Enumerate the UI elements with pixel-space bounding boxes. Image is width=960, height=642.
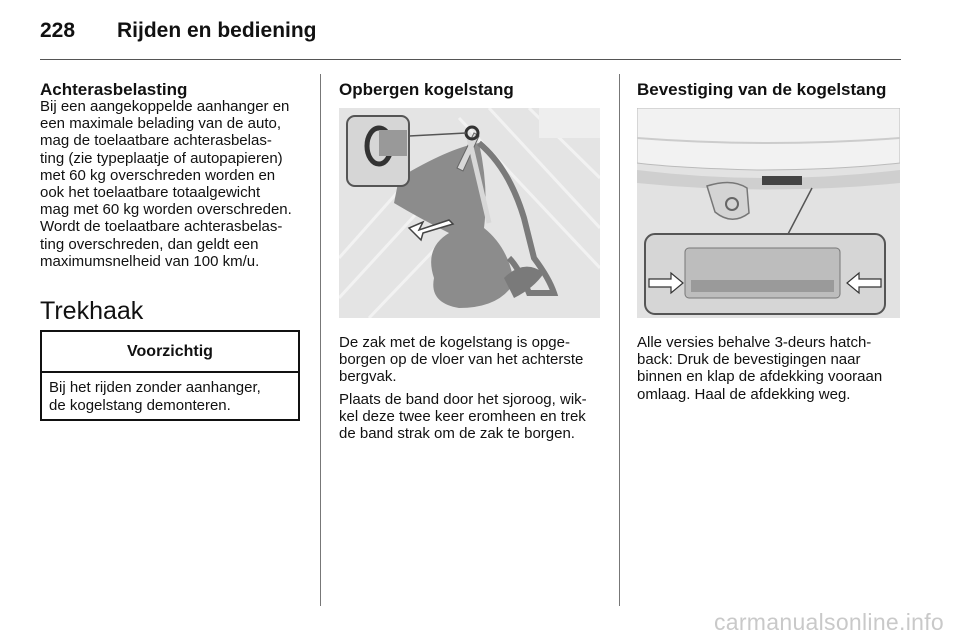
text-line: Alle versies behalve 3-deurs hatch- xyxy=(637,334,872,351)
text-line: binnen en klap de afdekking vooraan xyxy=(637,368,883,386)
paragraph-bag-storage xyxy=(339,334,611,386)
text-line: ook het toelaatbare totaalgewicht xyxy=(40,184,261,202)
text-line: omlaag. Haal de afdekking weg. xyxy=(637,385,851,403)
text-line: mag met 60 kg worden overschreden. xyxy=(40,201,292,219)
text-line: Bij het rijden zonder aanhanger, xyxy=(49,379,261,396)
heading-opbergen-kogelstang: Opbergen kogelstang xyxy=(339,80,514,99)
header-divider xyxy=(40,59,901,60)
paragraph-rear-axle-load xyxy=(40,98,312,270)
text-line: Wordt de toelaatbare achterasbelas- xyxy=(40,218,283,236)
heading-achterasbelasting: Achterasbelasting xyxy=(40,80,188,99)
caution-box xyxy=(40,330,300,421)
text-line: ting overschreden, dan geldt een xyxy=(40,235,259,253)
text-line: de kogelstang demonteren. xyxy=(49,396,231,414)
towbar-cover-illustration xyxy=(637,108,900,318)
caution-title: Voorzichtig xyxy=(127,343,213,360)
heading-bevestiging-kogelstang: Bevestiging van de kogelstang xyxy=(637,80,887,99)
text-line: back: Druk de bevestigingen naar xyxy=(637,351,861,369)
text-line: Plaats de band door het sjoroog, wik- xyxy=(339,391,587,408)
column-divider xyxy=(619,74,620,606)
text-line: een maximale belading van de auto, xyxy=(40,115,281,133)
column-divider xyxy=(320,74,321,606)
text-line: maximumsnelheid van 100 km/u. xyxy=(40,252,260,270)
text-line: ting (zie typeplaatje of autopapieren) xyxy=(40,149,283,167)
paragraph-cover-removal xyxy=(637,334,907,403)
text-line: kel deze twee keer eromheen en trek xyxy=(339,408,586,426)
section-title-trekhaak: Trekhaak xyxy=(40,297,144,325)
page-number: 228 xyxy=(40,19,76,42)
caution-text xyxy=(49,379,294,414)
text-line: mag de toelaatbare achterasbelas- xyxy=(40,132,272,150)
paragraph-strap-instruction xyxy=(339,391,611,443)
text-line: borgen op de vloer van het achterste xyxy=(339,351,584,369)
watermark: carmanualsonline.info xyxy=(713,609,944,635)
caution-divider xyxy=(42,371,298,373)
text-line: bergvak. xyxy=(339,368,397,386)
chapter-title: Rijden en bediening xyxy=(117,19,317,42)
text-line: Bij een aangekoppelde aanhanger en xyxy=(40,98,290,115)
text-line: de band strak om de zak te borgen. xyxy=(339,425,575,443)
text-line: De zak met de kogelstang is opge- xyxy=(339,334,570,351)
text-line: met 60 kg overschreden worden en xyxy=(40,166,276,184)
towbar-bag-illustration xyxy=(339,108,600,318)
